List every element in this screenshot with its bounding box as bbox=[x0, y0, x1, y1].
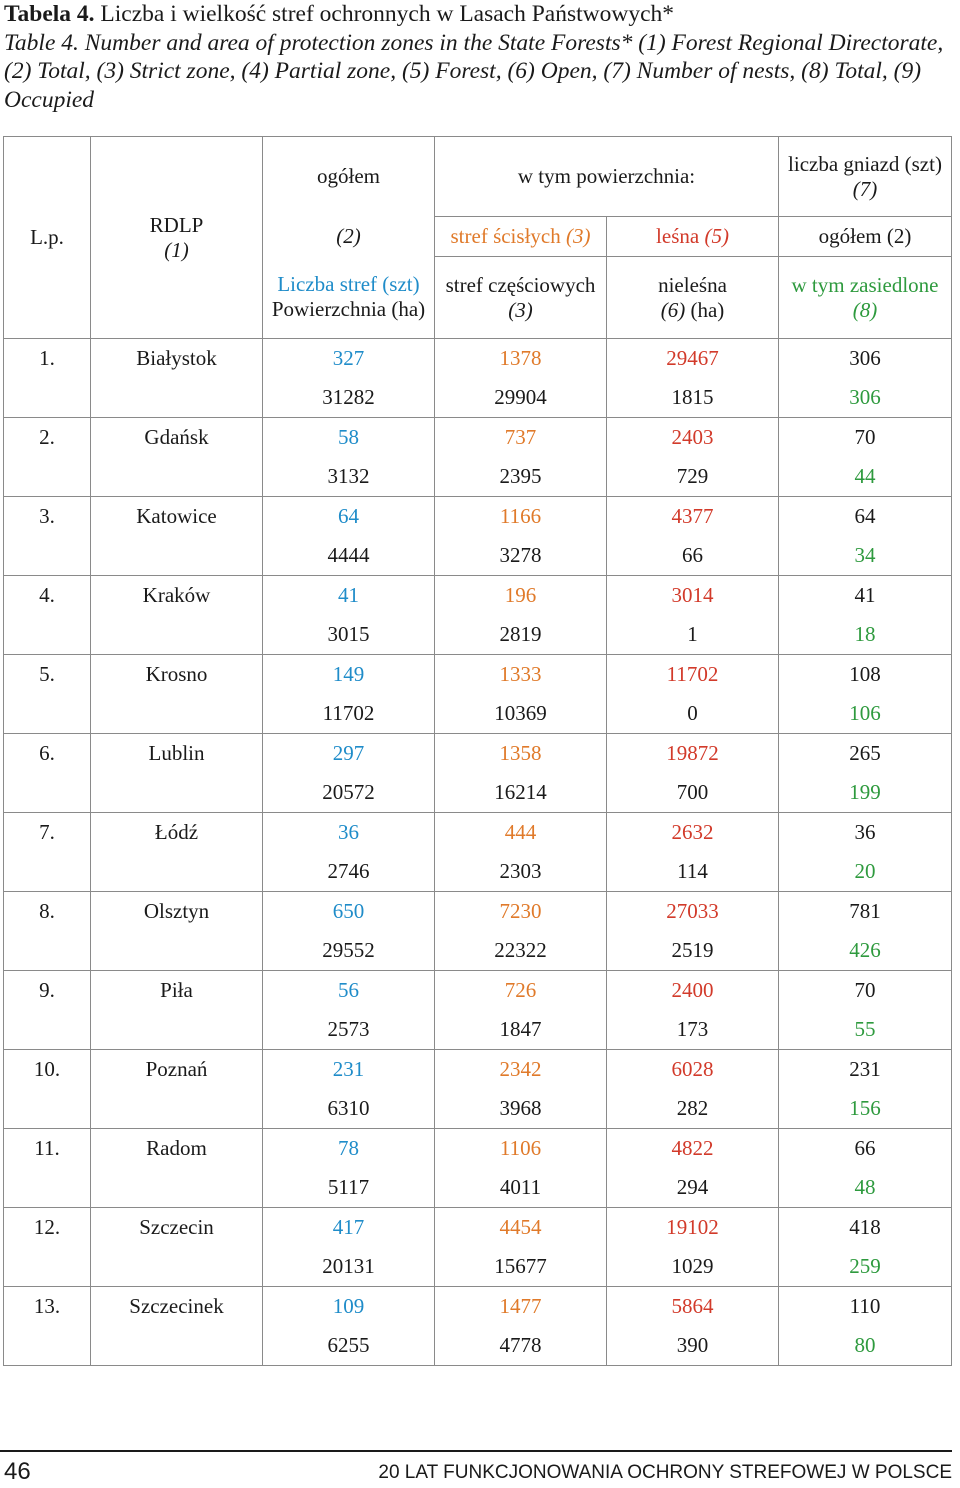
header-gniazd-ogolem: ogółem (2) bbox=[779, 217, 952, 257]
table-row bbox=[4, 339, 952, 379]
row-partial-area: 2819 bbox=[435, 615, 607, 655]
row-lp: 8. bbox=[4, 892, 91, 971]
header-stref-czesciowych: stref częściowych (3) bbox=[435, 257, 607, 339]
row-strict-area: 1333 bbox=[435, 655, 607, 695]
row-nests-total: 36 bbox=[779, 813, 952, 853]
row-nests-occupied: 306 bbox=[779, 378, 952, 418]
table-row bbox=[4, 892, 952, 932]
row-rdlp-name: Poznań bbox=[91, 1050, 263, 1129]
row-open-area: 390 bbox=[607, 1326, 779, 1366]
row-total-area: 2573 bbox=[263, 1010, 435, 1050]
row-total-area: 6255 bbox=[263, 1326, 435, 1366]
row-open-area: 0 bbox=[607, 694, 779, 734]
row-open-area: 173 bbox=[607, 1010, 779, 1050]
row-zones-count: 58 bbox=[263, 418, 435, 458]
row-partial-area: 3278 bbox=[435, 536, 607, 576]
row-open-area: 282 bbox=[607, 1089, 779, 1129]
row-strict-area: 7230 bbox=[435, 892, 607, 932]
row-strict-area: 2342 bbox=[435, 1050, 607, 1090]
row-lp: 3. bbox=[4, 497, 91, 576]
row-open-area: 66 bbox=[607, 536, 779, 576]
header-liczba-powierzchnia: Liczba stref (szt) Powierzchnia (ha) bbox=[263, 257, 435, 339]
row-nests-total: 66 bbox=[779, 1129, 952, 1169]
row-total-area: 3132 bbox=[263, 457, 435, 497]
row-strict-area: 737 bbox=[435, 418, 607, 458]
row-zones-count: 327 bbox=[263, 339, 435, 379]
row-nests-occupied: 80 bbox=[779, 1326, 952, 1366]
table-row bbox=[4, 813, 952, 853]
row-nests-total: 70 bbox=[779, 418, 952, 458]
row-total-area: 11702 bbox=[263, 694, 435, 734]
row-lp: 13. bbox=[4, 1287, 91, 1366]
row-nests-occupied: 426 bbox=[779, 931, 952, 971]
row-open-area: 294 bbox=[607, 1168, 779, 1208]
row-forest-area: 4377 bbox=[607, 497, 779, 537]
row-zones-count: 149 bbox=[263, 655, 435, 695]
header-ogolem-num: (2) bbox=[263, 217, 435, 257]
row-open-area: 1029 bbox=[607, 1247, 779, 1287]
row-lp: 7. bbox=[4, 813, 91, 892]
row-partial-area: 16214 bbox=[435, 773, 607, 813]
row-total-area: 20572 bbox=[263, 773, 435, 813]
row-open-area: 1815 bbox=[607, 378, 779, 418]
caption-polish bbox=[4, 0, 954, 29]
row-strict-area: 726 bbox=[435, 971, 607, 1011]
row-nests-occupied: 156 bbox=[779, 1089, 952, 1129]
table-row bbox=[4, 655, 952, 695]
row-strict-area: 1166 bbox=[435, 497, 607, 537]
row-rdlp-name: Krosno bbox=[91, 655, 263, 734]
row-zones-count: 64 bbox=[263, 497, 435, 537]
row-total-area: 2746 bbox=[263, 852, 435, 892]
row-open-area: 114 bbox=[607, 852, 779, 892]
row-zones-count: 650 bbox=[263, 892, 435, 932]
row-lp: 2. bbox=[4, 418, 91, 497]
row-zones-count: 78 bbox=[263, 1129, 435, 1169]
row-nests-total: 110 bbox=[779, 1287, 952, 1327]
row-lp: 9. bbox=[4, 971, 91, 1050]
row-open-area: 700 bbox=[607, 773, 779, 813]
row-strict-area: 1378 bbox=[435, 339, 607, 379]
row-nests-total: 306 bbox=[779, 339, 952, 379]
row-partial-area: 4011 bbox=[435, 1168, 607, 1208]
row-zones-count: 41 bbox=[263, 576, 435, 616]
row-rdlp-name: Lublin bbox=[91, 734, 263, 813]
row-forest-area: 29467 bbox=[607, 339, 779, 379]
table-row bbox=[4, 1129, 952, 1169]
row-nests-occupied: 34 bbox=[779, 536, 952, 576]
row-rdlp-name: Radom bbox=[91, 1129, 263, 1208]
row-nests-occupied: 20 bbox=[779, 852, 952, 892]
row-forest-area: 11702 bbox=[607, 655, 779, 695]
row-rdlp-name: Olsztyn bbox=[91, 892, 263, 971]
row-total-area: 6310 bbox=[263, 1089, 435, 1129]
row-forest-area: 5864 bbox=[607, 1287, 779, 1327]
row-total-area: 5117 bbox=[263, 1168, 435, 1208]
header-lp: L.p. bbox=[4, 137, 91, 339]
row-nests-occupied: 106 bbox=[779, 694, 952, 734]
row-partial-area: 10369 bbox=[435, 694, 607, 734]
row-lp: 6. bbox=[4, 734, 91, 813]
table-row bbox=[4, 971, 952, 1011]
row-forest-area: 2403 bbox=[607, 418, 779, 458]
row-strict-area: 4454 bbox=[435, 1208, 607, 1248]
header-lesna: leśna (5) bbox=[607, 217, 779, 257]
row-zones-count: 231 bbox=[263, 1050, 435, 1090]
row-total-area: 29552 bbox=[263, 931, 435, 971]
row-partial-area: 15677 bbox=[435, 1247, 607, 1287]
row-lp: 12. bbox=[4, 1208, 91, 1287]
row-strict-area: 196 bbox=[435, 576, 607, 616]
row-nests-total: 781 bbox=[779, 892, 952, 932]
row-rdlp-name: Piła bbox=[91, 971, 263, 1050]
row-partial-area: 2303 bbox=[435, 852, 607, 892]
table-row bbox=[4, 1208, 952, 1248]
row-nests-total: 70 bbox=[779, 971, 952, 1011]
row-lp: 10. bbox=[4, 1050, 91, 1129]
row-strict-area: 1358 bbox=[435, 734, 607, 774]
row-nests-total: 265 bbox=[779, 734, 952, 774]
row-nests-occupied: 199 bbox=[779, 773, 952, 813]
row-rdlp-name: Gdańsk bbox=[91, 418, 263, 497]
row-forest-area: 2632 bbox=[607, 813, 779, 853]
row-nests-total: 418 bbox=[779, 1208, 952, 1248]
row-strict-area: 1477 bbox=[435, 1287, 607, 1327]
row-partial-area: 22322 bbox=[435, 931, 607, 971]
row-total-area: 3015 bbox=[263, 615, 435, 655]
row-zones-count: 417 bbox=[263, 1208, 435, 1248]
row-strict-area: 1106 bbox=[435, 1129, 607, 1169]
row-nests-occupied: 44 bbox=[779, 457, 952, 497]
row-rdlp-name: Kraków bbox=[91, 576, 263, 655]
row-rdlp-name: Białystok bbox=[91, 339, 263, 418]
row-nests-total: 231 bbox=[779, 1050, 952, 1090]
table-row bbox=[4, 576, 952, 616]
header-rdlp: RDLP (1) bbox=[91, 137, 263, 339]
row-zones-count: 297 bbox=[263, 734, 435, 774]
row-nests-total: 64 bbox=[779, 497, 952, 537]
row-rdlp-name: Szczecinek bbox=[91, 1287, 263, 1366]
protection-zones-table bbox=[3, 136, 952, 1366]
footer-divider bbox=[0, 1450, 952, 1452]
caption-english: Table 4. Number and area of protection zones in the State Forests* (1) Forest Regional Directorate, (2) Total, (3) Strict zone, (4) Partial zone, (5) Forest, (6) Open, (7) Number of nests, (8) Total, (9) Occupied bbox=[4, 29, 944, 113]
row-strict-area: 444 bbox=[435, 813, 607, 853]
table-row bbox=[4, 497, 952, 537]
row-forest-area: 3014 bbox=[607, 576, 779, 616]
row-nests-total: 108 bbox=[779, 655, 952, 695]
row-partial-area: 4778 bbox=[435, 1326, 607, 1366]
row-forest-area: 19102 bbox=[607, 1208, 779, 1248]
row-rdlp-name: Katowice bbox=[91, 497, 263, 576]
row-partial-area: 2395 bbox=[435, 457, 607, 497]
row-total-area: 31282 bbox=[263, 378, 435, 418]
row-open-area: 729 bbox=[607, 457, 779, 497]
row-lp: 11. bbox=[4, 1129, 91, 1208]
row-forest-area: 4822 bbox=[607, 1129, 779, 1169]
row-nests-total: 41 bbox=[779, 576, 952, 616]
header-w-tym-zasiedlone: w tym zasiedlone (8) bbox=[779, 257, 952, 339]
row-lp: 1. bbox=[4, 339, 91, 418]
caption-label: Tabela 4. bbox=[4, 1, 95, 27]
row-forest-area: 6028 bbox=[607, 1050, 779, 1090]
row-forest-area: 19872 bbox=[607, 734, 779, 774]
row-lp: 5. bbox=[4, 655, 91, 734]
footer-title: 20 LAT FUNKCJONOWANIA OCHRONY STREFOWEJ W POLSCE bbox=[378, 1462, 952, 1483]
page-number: 46 bbox=[4, 1458, 31, 1485]
row-rdlp-name: Szczecin bbox=[91, 1208, 263, 1287]
row-partial-area: 1847 bbox=[435, 1010, 607, 1050]
row-nests-occupied: 259 bbox=[779, 1247, 952, 1287]
row-rdlp-name: Łódź bbox=[91, 813, 263, 892]
row-total-area: 4444 bbox=[263, 536, 435, 576]
table-row bbox=[4, 418, 952, 458]
table-row bbox=[4, 1287, 952, 1327]
row-open-area: 2519 bbox=[607, 931, 779, 971]
table-row bbox=[4, 734, 952, 774]
header-nielesna: nieleśna (6) (ha) bbox=[607, 257, 779, 339]
row-partial-area: 3968 bbox=[435, 1089, 607, 1129]
header-liczba-gniazd: liczba gniazd (szt) (7) bbox=[779, 137, 952, 217]
row-zones-count: 109 bbox=[263, 1287, 435, 1327]
row-nests-occupied: 48 bbox=[779, 1168, 952, 1208]
header-ogolem: ogółem bbox=[263, 137, 435, 217]
row-open-area: 1 bbox=[607, 615, 779, 655]
row-forest-area: 2400 bbox=[607, 971, 779, 1011]
row-nests-occupied: 55 bbox=[779, 1010, 952, 1050]
table-row bbox=[4, 1050, 952, 1090]
row-zones-count: 36 bbox=[263, 813, 435, 853]
header-w-tym-powierzchnia: w tym powierzchnia: bbox=[435, 137, 779, 217]
caption-title: Liczba i wielkość stref ochronnych w Lasach Państwowych* bbox=[100, 1, 675, 27]
row-nests-occupied: 18 bbox=[779, 615, 952, 655]
header-stref-scislych: stref ścisłych (3) bbox=[435, 217, 607, 257]
row-total-area: 20131 bbox=[263, 1247, 435, 1287]
row-zones-count: 56 bbox=[263, 971, 435, 1011]
row-lp: 4. bbox=[4, 576, 91, 655]
table-caption bbox=[4, 0, 954, 114]
row-forest-area: 27033 bbox=[607, 892, 779, 932]
row-partial-area: 29904 bbox=[435, 378, 607, 418]
